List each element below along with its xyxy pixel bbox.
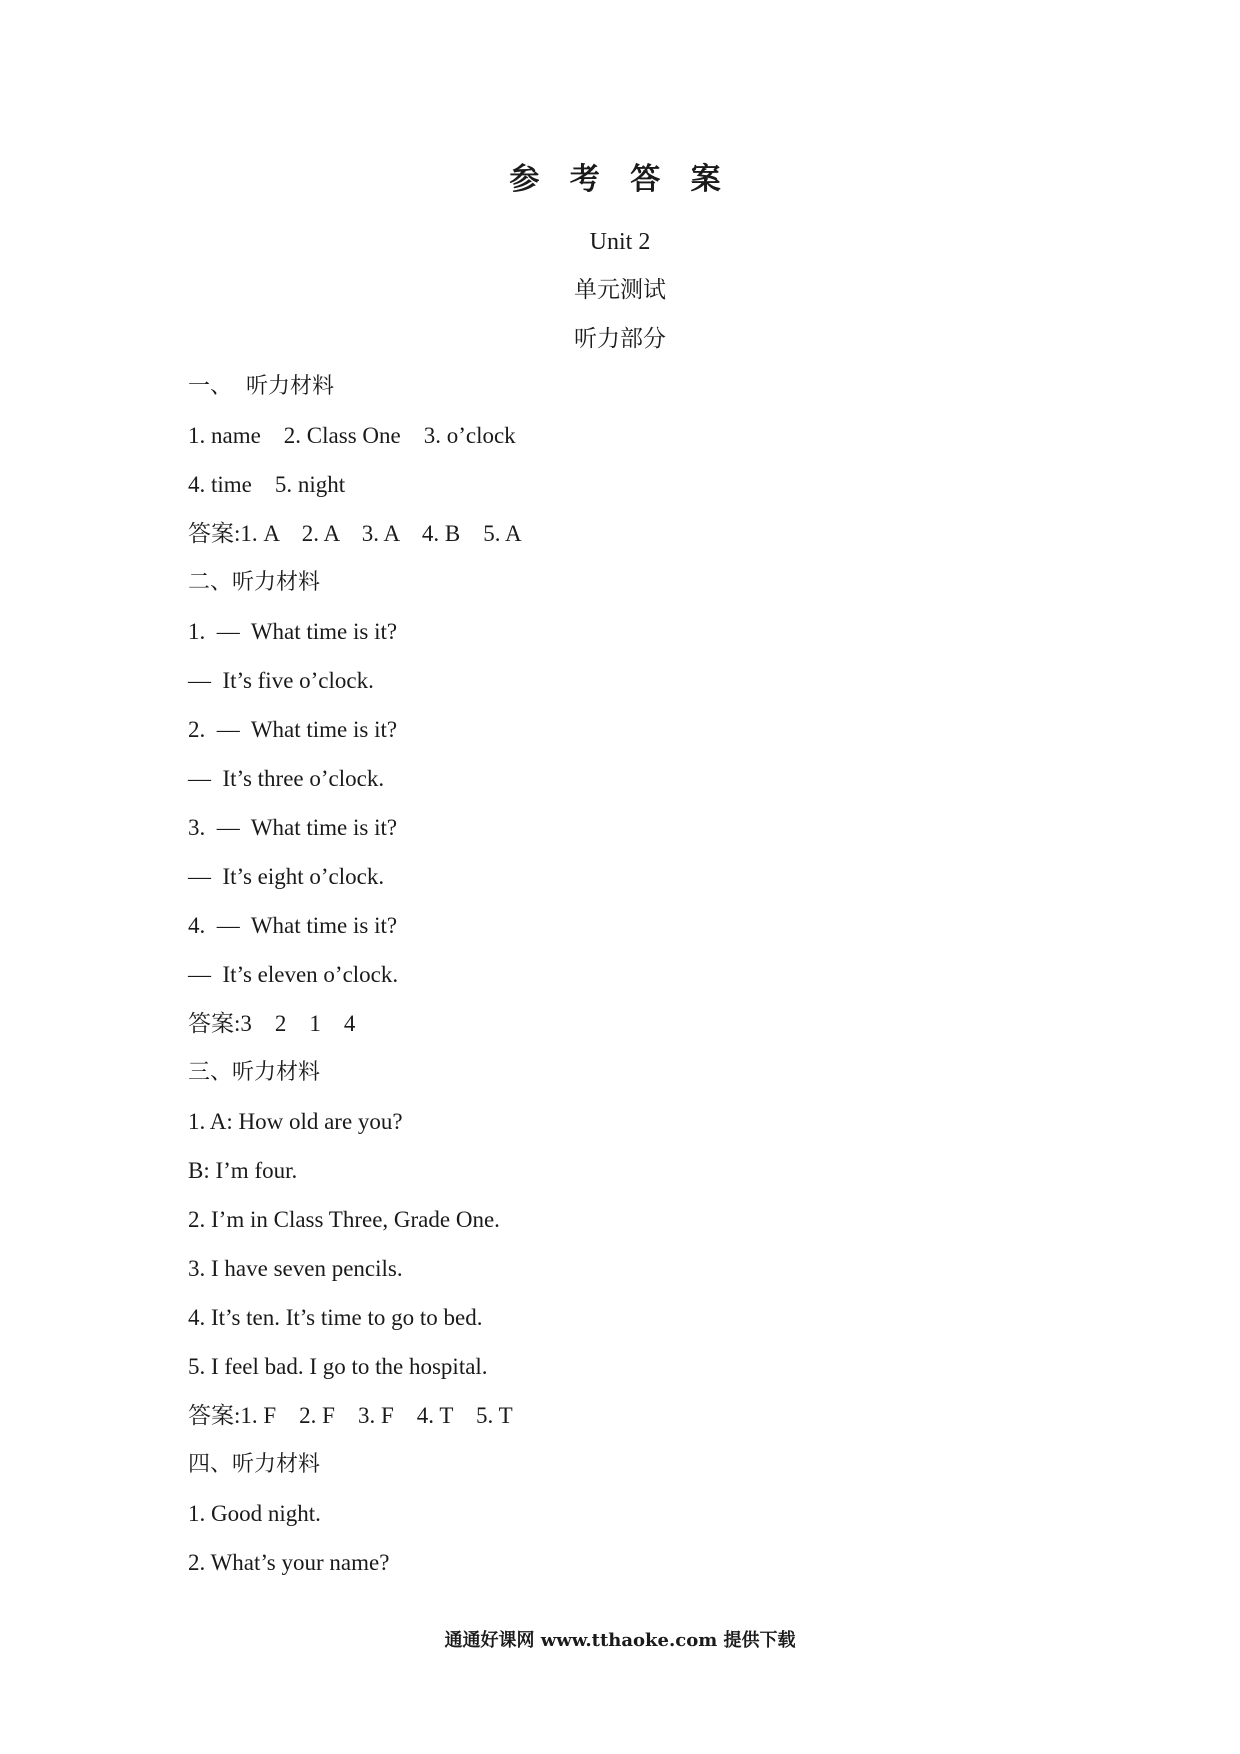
section-line: 2. I’m in Class Three, Grade One. [188,1207,500,1232]
section-line: 4. time 5. night [188,472,346,497]
section-answer: 答案:1. F 2. F 3. F 4. T 5. T [188,1403,513,1428]
section-line: 3. — What time is it? [188,815,398,840]
section-line: B: I’m four. [188,1158,298,1183]
answer-content [188,371,1088,1596]
download-footer: 通通好课网 www.tthaoke.com 提供下载 [444,1630,796,1651]
section-line: 1. — What time is it? [188,619,398,644]
unit-label: Unit 2 [589,229,651,255]
section-line: — It’s eleven o’clock. [188,962,399,987]
section-line: — It’s five o’clock. [188,668,374,693]
section-answer: 答案:3 2 1 4 [188,1011,356,1036]
section-line: 1. name 2. Class One 3. o’clock [188,423,516,448]
section-line: 5. I feel bad. I go to the hospital. [188,1354,488,1379]
section-line: 1. A: How old are you? [188,1109,403,1134]
section-line: 4. It’s ten. It’s time to go to bed. [188,1305,483,1330]
section-line: 2. What’s your name? [188,1550,390,1575]
test-name: 单元测试 [574,277,666,303]
page-title: 参 考 答 案 [509,162,731,197]
section-line: 1. Good night. [188,1501,321,1526]
section-heading: 四、听力材料 [188,1452,321,1477]
section-line: 3. I have seven pencils. [188,1256,403,1281]
section-line: — It’s three o’clock. [188,766,385,791]
section-heading: 一、 听力材料 [188,374,334,399]
part-name: 听力部分 [574,326,666,352]
section-heading: 三、听力材料 [188,1060,321,1085]
section-line: — It’s eight o’clock. [188,864,385,889]
section-line: 4. — What time is it? [188,913,398,938]
section-heading: 二、听力材料 [188,570,321,595]
section-answer: 答案:1. A 2. A 3. A 4. B 5. A [188,521,522,546]
section-line: 2. — What time is it? [188,717,398,742]
